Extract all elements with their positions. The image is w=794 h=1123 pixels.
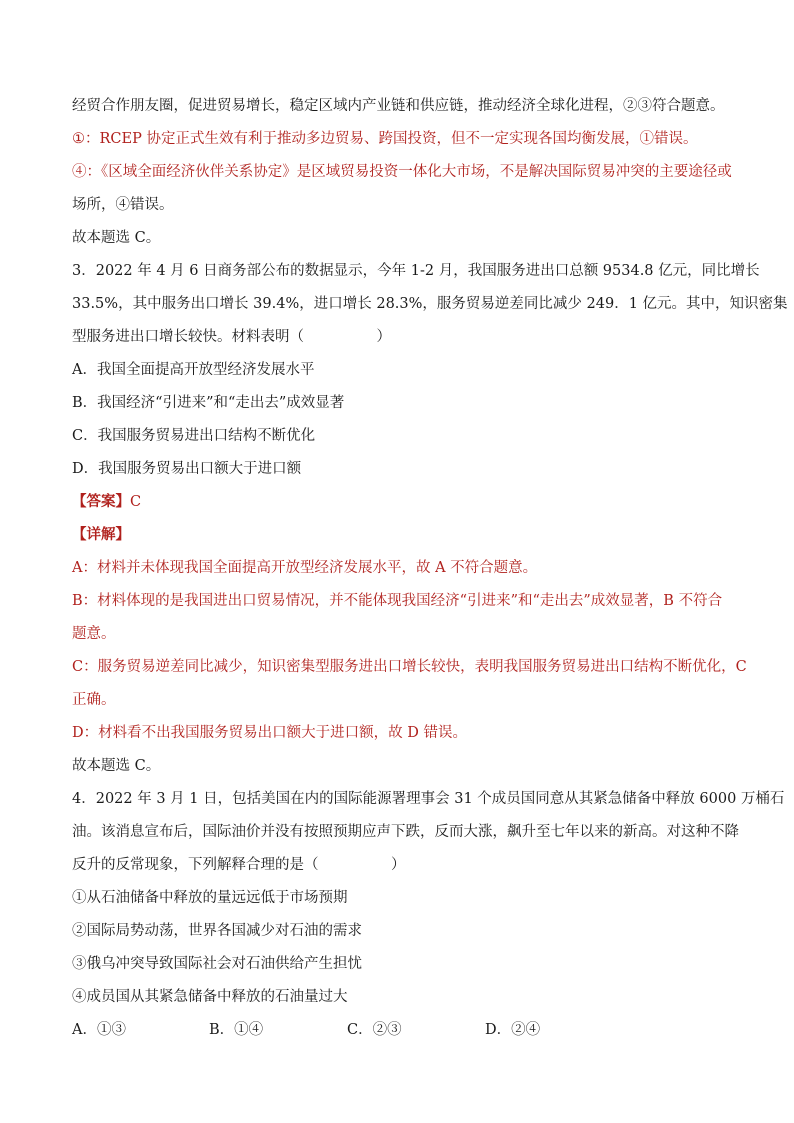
intro-line-2: ①：RCEP 协定正式生效有利于推动多边贸易、跨国投资，但不一定实现各国均衡发展，①错误。 bbox=[72, 131, 698, 147]
q3-conclusion: 故本题选 C。 bbox=[72, 758, 161, 774]
q3-stem-line-3: 型服务进出口增长较快。材料表明（ ） bbox=[72, 329, 391, 345]
intro-conclusion: 故本题选 C。 bbox=[72, 230, 161, 246]
q3-answer bbox=[72, 492, 141, 512]
q3-explanation-c-2: 正确。 bbox=[72, 692, 116, 708]
q3-option-c: C．我国服务贸易进出口结构不断优化 bbox=[72, 428, 316, 444]
q3-option-b: B．我国经济“引进来”和“走出去”成效显著 bbox=[72, 395, 345, 411]
q4-item-2: ②国际局势动荡，世界各国减少对石油的需求 bbox=[72, 923, 362, 939]
q4-choice-c: C．②③ bbox=[347, 1022, 402, 1038]
q3-explanation-b-2: 题意。 bbox=[72, 626, 116, 642]
q4-item-4: ④成员国从其紧急储备中释放的石油量过大 bbox=[72, 989, 348, 1005]
q3-explanation-d: D：材料看不出我国服务贸易出口额大于进口额，故 D 错误。 bbox=[72, 725, 467, 741]
q3-option-d: D．我国服务贸易出口额大于进口额 bbox=[72, 461, 302, 477]
answer-tag: 【答案】 bbox=[72, 493, 130, 510]
intro-line-3: ④：《区域全面经济伙伴关系协定》是区域贸易投资一体化大市场，不是解决国际贸易冲突的主要途径或 bbox=[72, 164, 732, 180]
q4-choice-b: B．①④ bbox=[209, 1022, 264, 1038]
intro-line-1: 经贸合作朋友圈，促进贸易增长，稳定区域内产业链和供应链，推动经济全球化进程，②③符合题意。 bbox=[72, 98, 725, 114]
q4-stem-line-2: 油。该消息宣布后，国际油价并没有按照预期应声下跌，反而大涨，飙升至七年以来的新高。对这种不降 bbox=[72, 824, 739, 840]
intro-line-4: 场所，④错误。 bbox=[72, 197, 174, 213]
q3-option-a: A．我国全面提高开放型经济发展水平 bbox=[72, 362, 315, 378]
q3-stem-line-1: 3．2022 年 4 月 6 日商务部公布的数据显示，今年 1-2 月，我国服务进出口总额 9534.8 亿元，同比增长 bbox=[72, 263, 760, 279]
q4-choice-a: A．①③ bbox=[72, 1022, 126, 1038]
q4-item-3: ③俄乌冲突导致国际社会对石油供给产生担忧 bbox=[72, 956, 362, 972]
q3-explanation-b-1: B：材料体现的是我国进出口贸易情况，并不能体现我国经济“引进来”和“走出去”成效显著，B 不符合 bbox=[72, 593, 723, 609]
q3-explanation-a: A：材料并未体现我国全面提高开放型经济发展水平，故 A 不符合题意。 bbox=[72, 560, 538, 576]
q4-stem-line-3: 反升的反常现象，下列解释合理的是（ ） bbox=[72, 857, 406, 873]
answer-value: C bbox=[130, 494, 142, 510]
q4-item-1: ①从石油储备中释放的量远远低于市场预期 bbox=[72, 890, 348, 906]
q4-choice-d: D．②④ bbox=[485, 1022, 541, 1038]
q4-stem-line-1: 4．2022 年 3 月 1 日，包括美国在内的国际能源署理事会 31 个成员国同意从其紧急储备中释放 6000 万桶石 bbox=[72, 791, 785, 807]
q4-choices bbox=[72, 1020, 724, 1040]
q3-stem-line-2: 33.5%，其中服务出口增长 39.4%，进口增长 28.3%，服务贸易逆差同比减少 249．1 亿元。其中，知识密集 bbox=[72, 296, 788, 312]
detail-tag: 【详解】 bbox=[72, 526, 130, 543]
q3-explanation-c-1: C：服务贸易逆差同比减少，知识密集型服务进出口增长较快，表明我国服务贸易进出口结构不断优化，C bbox=[72, 659, 747, 675]
